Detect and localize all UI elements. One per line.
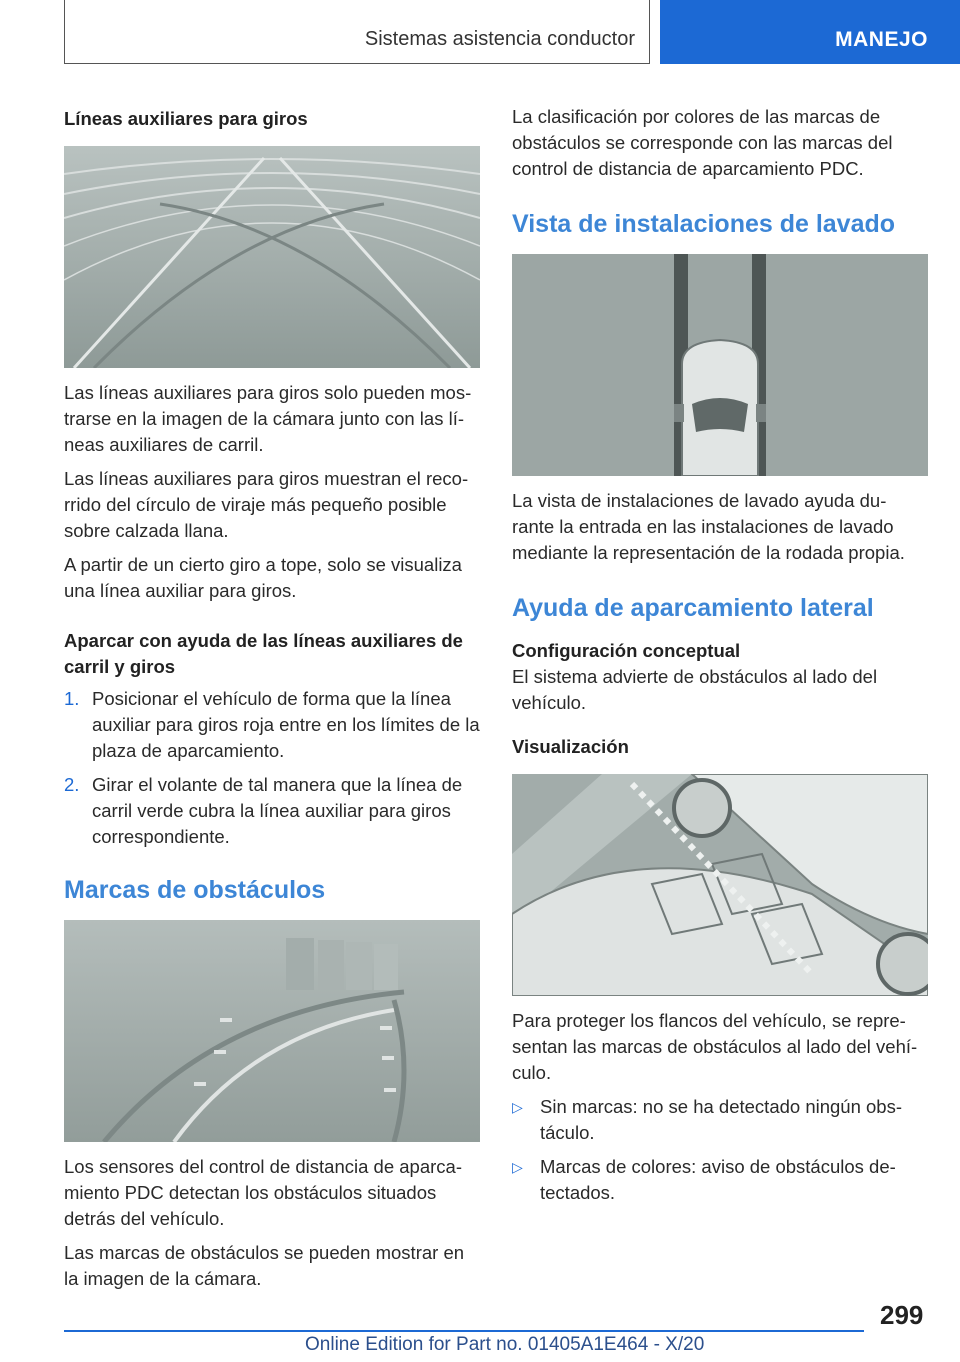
page-number: 299 <box>880 1300 924 1330</box>
footer-edition: Online Edition for Part no. 01405A1E464 - X/20 <box>305 1334 705 1355</box>
left-column <box>64 106 480 1292</box>
figure-turn-lines <box>64 146 480 368</box>
turn-lines-illustration <box>64 146 480 368</box>
step-number: 1. <box>64 688 80 709</box>
step-item <box>64 772 480 850</box>
heading-display: Visualización <box>512 736 629 757</box>
paragraph: Las líneas auxiliares para giros muestran el reco-rrido del círculo de viraje más pequeño posible sobre calzada llana. <box>64 468 469 541</box>
footer-divider <box>64 1330 864 1332</box>
steps-list <box>64 686 480 850</box>
right-column <box>512 104 928 1206</box>
triangle-bullet-icon: ▷ <box>512 1099 523 1115</box>
step-item <box>64 686 480 764</box>
section-car-wash-view: Vista de instalaciones de lavado <box>512 210 896 238</box>
paragraph: Para proteger los flancos del vehículo, se repre-sentan las marcas de obstáculos al lado del vehí-culo. <box>512 1010 918 1083</box>
obstacle-marks-illustration <box>64 920 480 1142</box>
paragraph: La clasificación por colores de las marcas de obstáculos se corresponde con las marcas del control de distancia de aparcamiento PDC. <box>512 106 893 179</box>
paragraph: Las marcas de obstáculos se pueden mostrar en la imagen de la cámara. <box>64 1242 465 1289</box>
heading-parking-lines: Aparcar con ayuda de las líneas auxiliares de carril y giros <box>64 630 463 677</box>
header-tab-label: MANEJO <box>835 28 928 51</box>
paragraph: La vista de instalaciones de lavado ayuda du-rante la entrada en las instalaciones de lavado mediante la representación de la rodada propia. <box>512 490 905 563</box>
bullet-text: Marcas de colores: aviso de obstáculos de-tectados. <box>540 1156 896 1203</box>
bullet-item <box>512 1094 928 1146</box>
car-wash-illustration <box>512 254 928 476</box>
paragraph: Los sensores del control de distancia de aparca-miento PDC detectan los obstáculos situados detrás del vehículo. <box>64 1156 462 1229</box>
bullet-list <box>512 1094 928 1206</box>
side-parking-illustration <box>512 774 928 996</box>
step-text: Posicionar el vehículo de forma que la línea auxiliar para giros roja entre en los límites de la plaza de aparcamiento. <box>92 688 480 761</box>
triangle-bullet-icon: ▷ <box>512 1159 523 1175</box>
figure-side-parking <box>512 774 928 996</box>
figure-car-wash <box>512 254 928 476</box>
step-number: 2. <box>64 774 80 795</box>
header-tab-box <box>660 0 960 64</box>
paragraph: Las líneas auxiliares para giros solo pueden mos-trarse en la imagen de la cámara junto con las lí-neas auxiliares de carril. <box>64 382 472 455</box>
heading-concept: Configuración conceptual <box>512 640 741 661</box>
step-text: Girar el volante de tal manera que la línea de carril verde cubra la línea auxiliar para giros correspondiente. <box>92 774 463 847</box>
bullet-item <box>512 1154 928 1206</box>
paragraph: El sistema advierte de obstáculos al lado del vehículo. <box>512 666 878 713</box>
section-obstacle-marks: Marcas de obstáculos <box>64 876 326 904</box>
section-side-parking-aid: Ayuda de aparcamiento lateral <box>512 594 874 622</box>
header-section-box <box>64 0 650 64</box>
figure-obstacle-marks <box>64 920 480 1142</box>
header-section-title: Sistemas asistencia conductor <box>364 28 635 50</box>
paragraph: A partir de un cierto giro a tope, solo se visualiza una línea auxiliar para giros. <box>64 554 462 601</box>
heading-turn-lines: Líneas auxiliares para giros <box>64 108 308 129</box>
bullet-text: Sin marcas: no se ha detectado ningún obs-táculo. <box>540 1096 903 1143</box>
